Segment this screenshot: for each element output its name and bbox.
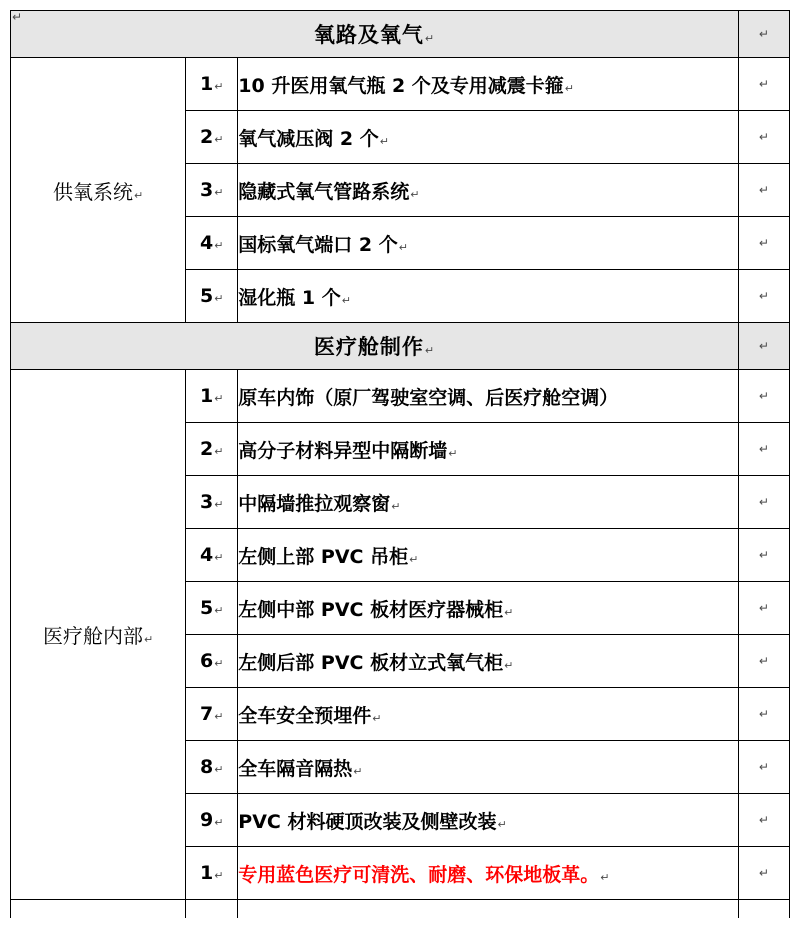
row-description-cell <box>238 423 739 476</box>
row-description: 高分子材料异型中隔断墙 <box>238 439 448 462</box>
paragraph-mark-icon: ↵ <box>758 813 769 827</box>
row-description: 10 升医用氧气瓶 2 个及专用减震卡箍 <box>238 74 564 97</box>
table-row <box>11 11 790 58</box>
category-label: 医疗舱内部 <box>43 624 143 648</box>
row-number-cell <box>186 529 238 582</box>
row-number: 8 <box>200 756 214 778</box>
row-number-cell <box>186 688 238 741</box>
paragraph-mark-icon: ↵ <box>214 292 224 305</box>
document-page <box>0 10 800 932</box>
paragraph-mark-icon: ↵ <box>758 760 769 774</box>
row-description: 国标氧气端口 2 个 <box>238 233 398 256</box>
paragraph-mark-icon: ↵ <box>214 816 224 829</box>
row-mark-cell <box>738 635 789 688</box>
row-description-cell <box>238 688 739 741</box>
partial-cell <box>11 900 186 919</box>
paragraph-mark-icon: ↵ <box>341 293 351 307</box>
row-description-cell <box>238 111 739 164</box>
paragraph-mark-icon: ↵ <box>214 710 224 723</box>
row-number-cell <box>186 270 238 323</box>
paragraph-mark-icon: ↵ <box>214 80 224 93</box>
paragraph-mark-icon: ↵ <box>758 866 769 880</box>
paragraph-mark-icon: ↵ <box>214 869 224 882</box>
paragraph-mark-icon: ↵ <box>758 707 769 721</box>
table-row <box>11 58 790 111</box>
row-mark-cell <box>738 11 789 58</box>
paragraph-mark-icon: ↵ <box>353 764 363 778</box>
row-description: 专用蓝色医疗可清洗、耐磨、环保地板革。 <box>238 863 600 886</box>
row-description: 原车内饰（原厂驾驶室空调、后医疗舱空调） <box>238 386 619 409</box>
row-number: 3 <box>200 491 214 513</box>
paragraph-mark-icon: ↵ <box>409 552 419 566</box>
row-description: 左侧中部 PVC 板材医疗器械柜 <box>238 598 504 621</box>
paragraph-mark-icon: ↵ <box>504 605 514 619</box>
row-description: 氧气减压阀 2 个 <box>238 127 379 150</box>
row-description-cell <box>238 635 739 688</box>
table-row <box>11 323 790 370</box>
paragraph-mark-icon: ↵ <box>758 236 769 250</box>
paragraph-mark-icon: ↵ <box>398 240 408 254</box>
row-mark-cell <box>738 423 789 476</box>
paragraph-mark-icon: ↵ <box>214 186 224 199</box>
paragraph-mark-icon: ↵ <box>424 344 436 357</box>
paragraph-mark-icon: ↵ <box>214 133 224 146</box>
paragraph-mark-icon: ↵ <box>214 392 224 405</box>
section-header-label: 医疗舱制作 <box>313 335 424 359</box>
row-number-cell <box>186 217 238 270</box>
row-description-cell <box>238 794 739 847</box>
paragraph-mark-icon: ↵ <box>214 498 224 511</box>
row-number: 5 <box>200 285 214 307</box>
category-cell-oxygen-system <box>11 58 186 323</box>
table-row-partial <box>11 900 790 919</box>
paragraph-mark-icon: ↵ <box>497 817 507 831</box>
row-mark-cell <box>738 58 789 111</box>
row-description: 左侧上部 PVC 吊柜 <box>238 545 409 568</box>
partial-cell <box>238 900 739 919</box>
row-number-cell <box>186 476 238 529</box>
paragraph-mark-icon: ↵ <box>214 239 224 252</box>
row-mark-cell <box>738 323 789 370</box>
paragraph-mark-icon: ↵ <box>214 657 224 670</box>
row-number: 9 <box>200 809 214 831</box>
section-header-medical-cabin <box>11 323 739 370</box>
paragraph-mark-icon: ↵ <box>448 446 458 460</box>
paragraph-mark-icon: ↵ <box>600 870 610 884</box>
paragraph-mark-icon: ↵ <box>134 188 144 202</box>
row-number-cell <box>186 111 238 164</box>
equipment-table <box>10 10 790 918</box>
row-number-cell <box>186 164 238 217</box>
row-description: 隐藏式氧气管路系统 <box>238 180 410 203</box>
row-description-cell <box>238 58 739 111</box>
row-description-cell <box>238 847 739 900</box>
row-description-cell <box>238 370 739 423</box>
section-header-label: 氧路及氧气 <box>313 23 424 47</box>
row-number: 5 <box>200 597 214 619</box>
row-number-cell <box>186 635 238 688</box>
paragraph-mark-icon: ↵ <box>564 81 575 95</box>
row-number-cell <box>186 423 238 476</box>
paragraph-mark-icon: ↵ <box>758 339 769 353</box>
row-number-cell <box>186 847 238 900</box>
paragraph-mark-icon: ↵ <box>758 389 769 403</box>
row-description-cell <box>238 270 739 323</box>
row-number: 1 <box>200 73 214 95</box>
category-label: 供氧系统 <box>53 179 133 204</box>
row-description-cell <box>238 164 739 217</box>
paragraph-mark-icon: ↵ <box>758 654 769 668</box>
row-mark-cell <box>738 794 789 847</box>
row-number-cell <box>186 794 238 847</box>
paragraph-mark-icon: ↵ <box>144 633 154 646</box>
row-number-cell <box>186 370 238 423</box>
row-mark-cell <box>738 164 789 217</box>
row-number: 6 <box>200 650 214 672</box>
row-mark-cell <box>738 217 789 270</box>
row-number: 3 <box>200 179 214 201</box>
paragraph-mark-icon: ↵ <box>214 763 224 776</box>
row-mark-cell <box>738 847 789 900</box>
row-number: 4 <box>200 232 214 254</box>
row-mark-cell <box>738 688 789 741</box>
partial-cell <box>738 900 789 919</box>
row-description-cell <box>238 529 739 582</box>
paragraph-mark-icon: ↵ <box>758 442 769 456</box>
row-number-cell <box>186 582 238 635</box>
paragraph-mark-icon: ↵ <box>758 27 769 41</box>
row-description-cell <box>238 741 739 794</box>
row-mark-cell <box>738 111 789 164</box>
paragraph-mark-icon: ↵ <box>504 658 514 672</box>
paragraph-mark-icon: ↵ <box>410 187 420 201</box>
row-description: PVC 材料硬顶改装及侧壁改装 <box>238 810 497 833</box>
row-description: 中隔墙推拉观察窗 <box>238 492 391 515</box>
paragraph-mark-icon: ↵ <box>758 601 769 615</box>
row-mark-cell <box>738 582 789 635</box>
row-number: 2 <box>200 438 214 460</box>
row-number-cell <box>186 741 238 794</box>
top-paragraph-mark: ↵ <box>12 10 23 24</box>
row-number: 4 <box>200 544 214 566</box>
row-description: 全车安全预埋件 <box>238 704 372 727</box>
row-number-cell <box>186 58 238 111</box>
row-description-cell <box>238 582 739 635</box>
paragraph-mark-icon: ↵ <box>758 183 769 197</box>
paragraph-mark-icon: ↵ <box>424 32 436 45</box>
row-number: 7 <box>200 703 214 725</box>
category-cell-medical-cabin-interior <box>11 370 186 900</box>
table-row <box>11 370 790 423</box>
paragraph-mark-icon: ↵ <box>214 445 224 458</box>
row-description-cell <box>238 476 739 529</box>
row-mark-cell <box>738 370 789 423</box>
partial-cell <box>186 900 238 919</box>
row-description: 左侧后部 PVC 板材立式氧气柜 <box>238 651 504 674</box>
paragraph-mark-icon: ↵ <box>758 548 769 562</box>
paragraph-mark-icon: ↵ <box>214 551 224 564</box>
row-mark-cell <box>738 270 789 323</box>
paragraph-mark-icon: ↵ <box>372 711 382 725</box>
paragraph-mark-icon: ↵ <box>758 495 769 509</box>
row-mark-cell <box>738 529 789 582</box>
paragraph-mark-icon: ↵ <box>214 604 224 617</box>
section-header-oxygen <box>11 11 739 58</box>
paragraph-mark-icon: ↵ <box>758 77 769 91</box>
row-mark-cell <box>738 476 789 529</box>
paragraph-mark-icon: ↵ <box>379 134 389 148</box>
row-description-cell <box>238 217 739 270</box>
row-description: 湿化瓶 1 个 <box>238 286 341 309</box>
paragraph-mark-icon: ↵ <box>758 130 769 144</box>
row-number: 1 <box>200 385 214 407</box>
paragraph-mark-icon: ↵ <box>391 499 401 513</box>
row-number: 2 <box>200 126 214 148</box>
row-mark-cell <box>738 741 789 794</box>
row-number: 1 <box>200 862 214 884</box>
row-description: 全车隔音隔热 <box>238 757 353 780</box>
paragraph-mark-icon: ↵ <box>758 289 769 303</box>
